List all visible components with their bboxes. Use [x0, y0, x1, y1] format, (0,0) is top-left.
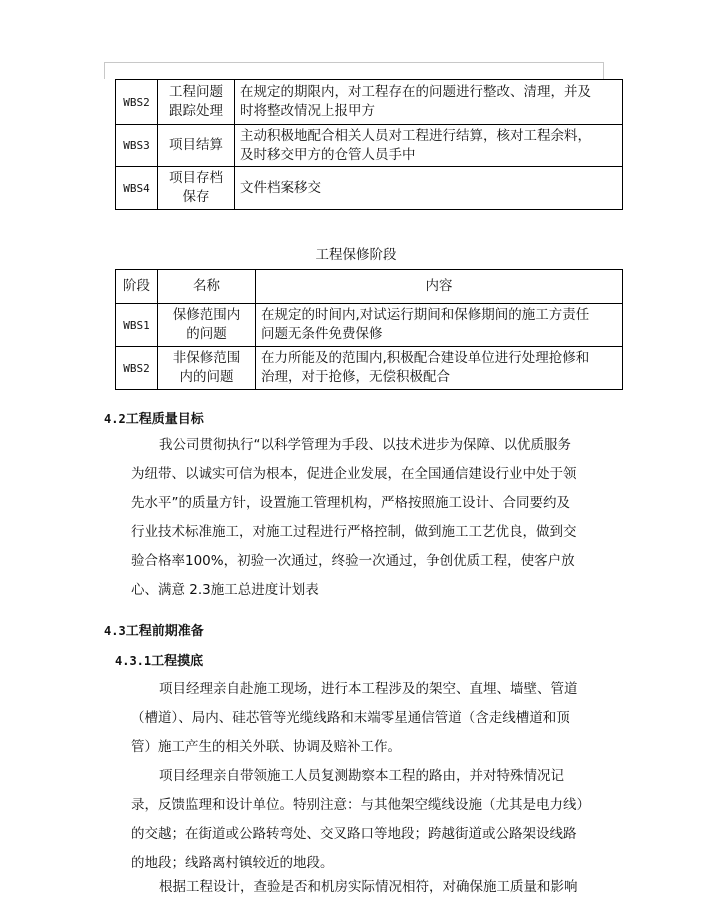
page-header-right-mark — [603, 62, 604, 79]
wbs-code: WBS2 — [116, 80, 158, 125]
table-caption: 工程保修阶段 — [315, 247, 397, 263]
page-header-line — [104, 62, 604, 63]
text-line: （槽道）、局内、硅芯管等光缆线路和末端零星通信管道（含走线槽道和顶 — [131, 710, 570, 726]
table-row — [116, 347, 623, 390]
text-line: 心、满意 2.3施工总进度计划表 — [131, 582, 319, 598]
task-content: 在规定的期限内，对工程存在的问题进行整改、清理，并及 时将整改情况上报甲方 — [235, 80, 623, 125]
column-header-stage: 阶段 — [116, 270, 158, 304]
survey-paragraph-3 — [131, 873, 609, 902]
section-heading-4-3 — [104, 620, 204, 639]
text-line: 管）施工产生的相关外联、协调及赔补工作。 — [131, 739, 401, 755]
section-number: 4.3.1 — [115, 654, 152, 668]
wbs-code: WBS4 — [116, 167, 158, 210]
section-number: 4.3 — [104, 624, 126, 638]
task-name: 项目存档 保存 — [158, 167, 235, 210]
task-content: 文件档案移交 — [235, 167, 623, 210]
section-title: 工程前期准备 — [125, 624, 204, 639]
task-name: 工程问题 跟踪处理 — [158, 80, 235, 125]
task-content: 在规定的时间内,对试运行期间和保修期间的施工方责任 问题无条件免费保修 — [256, 304, 623, 347]
page-header-left-mark — [104, 62, 105, 79]
task-name: 保修范围内 的问题 — [158, 304, 256, 347]
table-row — [116, 167, 623, 210]
text-line: 项目经理亲自赴施工现场，进行本工程涉及的架空、直埋、墙壁、管道 — [159, 681, 578, 697]
text-line: 我公司贯彻执行“以科学管理为手段、以技术进步为保障、以优质服务 — [159, 437, 571, 453]
section-title: 工程摸底 — [151, 654, 204, 669]
task-name: 项目结算 — [158, 125, 235, 167]
survey-paragraph-1 — [131, 675, 609, 762]
wbs-code: WBS1 — [116, 304, 158, 347]
wbs-code: WBS2 — [116, 347, 158, 390]
text-line: 录，反馈监理和设计单位。特别注意：与其他架空缆线设施（尤其是电力线） — [131, 797, 590, 813]
text-line: 先水平”的质量方针，设置施工管理机构，严格按照施工设计、合同要约及 — [131, 495, 570, 511]
text-line: 项目经理亲自带领施工人员复测勘察本工程的路由，并对特殊情况记 — [159, 768, 564, 784]
quality-goal-paragraph — [131, 431, 609, 605]
table-row — [116, 80, 623, 125]
text-line: 行业技术标准施工，对施工过程进行严格控制，做到施工工艺优良，做到交 — [131, 524, 577, 540]
table-row — [116, 304, 623, 347]
task-content: 在力所能及的范围内,积极配合建设单位进行处理抢修和 治理，对于抢修，无偿积极配合 — [256, 347, 623, 390]
section-heading-4-2 — [104, 408, 204, 427]
section-number: 4.2 — [104, 412, 126, 426]
survey-paragraph-2 — [131, 762, 609, 878]
section-title: 工程质量目标 — [125, 412, 204, 427]
text-line: 为纽带、以诚实可信为根本，促进企业发展，在全国通信建设行业中处于领 — [131, 466, 577, 482]
section-heading-4-3-1 — [115, 650, 203, 669]
wbs-code: WBS3 — [116, 125, 158, 167]
warranty-stage-table — [115, 269, 623, 390]
text-line: 的交越；在街道或公路转弯处、交叉路口等地段；跨越街道或公路架设线路 — [131, 826, 577, 842]
column-header-content: 内容 — [256, 270, 623, 304]
column-header-name: 名称 — [158, 270, 256, 304]
wbs-table-continued — [115, 79, 623, 210]
text-line: 根据工程设计，查验是否和机房实际情况相符，对确保施工质量和影响 — [159, 879, 578, 895]
text-line: 验合格率100%，初验一次通过，终验一次通过，争创优质工程，使客户放 — [131, 553, 575, 569]
table-header-row — [116, 270, 623, 304]
task-content: 主动积极地配合相关人员对工程进行结算，核对工程余料， 及时移交甲方的仓管人员手中 — [235, 125, 623, 167]
table-row — [116, 125, 623, 167]
text-line: 的地段；线路离村镇较近的地段。 — [131, 855, 334, 871]
task-name: 非保修范围 内的问题 — [158, 347, 256, 390]
